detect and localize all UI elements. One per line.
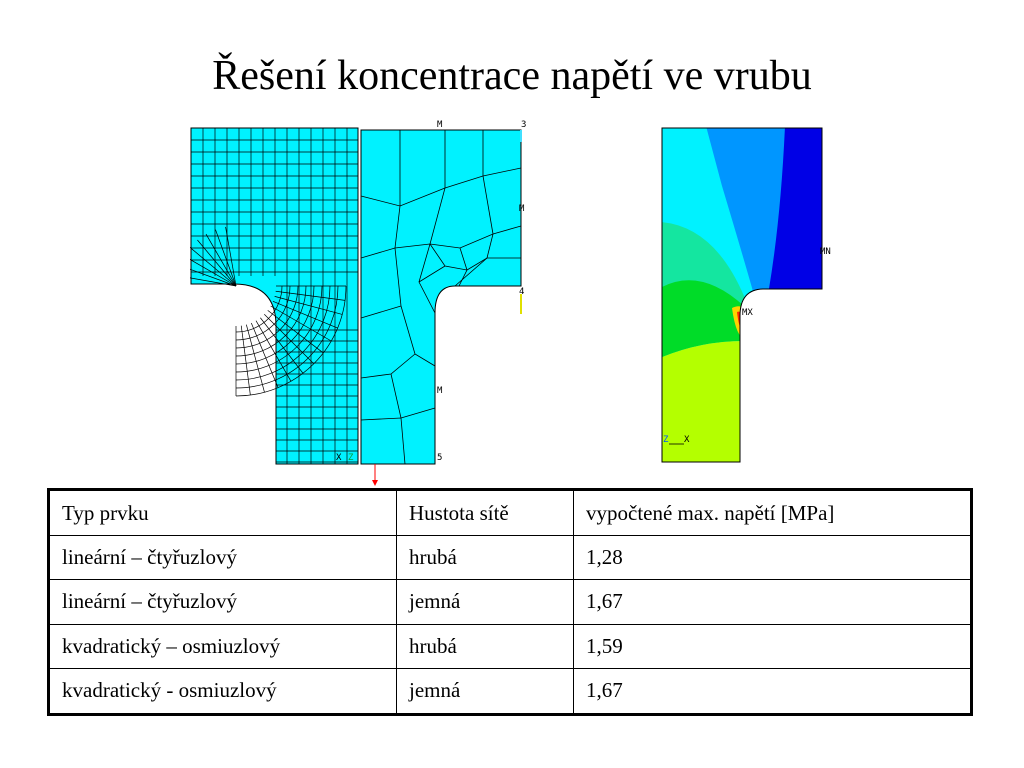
cell-max-stress: 1,67 (574, 668, 972, 714)
table-row (49, 624, 972, 668)
cell-element-type: kvadratický - osmiuzlový (49, 668, 397, 714)
fine-mesh-body (191, 128, 358, 464)
cell-element-type: lineární – čtyřuzlový (49, 536, 397, 580)
fine-mesh-axis-x-label: X (336, 453, 342, 463)
header-element-type: Typ prvku (49, 490, 397, 536)
slide-title: Řešení koncentrace napětí ve vrubu (212, 53, 812, 99)
coarse-mesh-figure (355, 118, 535, 490)
table-row (49, 536, 972, 580)
contour-min-label: MN (820, 247, 831, 257)
cell-max-stress: 1,59 (574, 624, 972, 668)
cell-max-stress: 1,28 (574, 536, 972, 580)
cell-element-type: kvadratický – osmiuzlový (49, 624, 397, 668)
contour-max-label: MX (742, 308, 753, 318)
table-row (49, 668, 972, 714)
contour-bands (660, 126, 840, 466)
results-table (47, 488, 973, 716)
node-label-3: 3 (521, 120, 527, 130)
contour-axis-z-label: Z (663, 435, 669, 445)
fine-mesh-axis-z-label: Z (348, 453, 354, 463)
node-label-top: M (437, 120, 443, 130)
fine-mesh-figure (190, 126, 362, 466)
table-header-row (49, 490, 972, 536)
header-max-stress: vypočtené max. napětí [MPa] (574, 490, 972, 536)
cell-mesh-density: hrubá (397, 624, 574, 668)
node-label-4: 4 (519, 287, 525, 297)
table-row (49, 580, 972, 624)
cell-element-type: lineární – čtyřuzlový (49, 580, 397, 624)
cell-mesh-density: jemná (397, 580, 574, 624)
contour-axis-x-label: X (684, 435, 690, 445)
node-label-5: 5 (437, 453, 443, 463)
stress-contour-figure (660, 126, 840, 466)
cell-max-stress: 1,67 (574, 580, 972, 624)
cell-mesh-density: jemná (397, 668, 574, 714)
coarse-mesh-body (361, 130, 521, 464)
node-label-right-mid: M (519, 204, 525, 214)
node-label-lower: M (437, 386, 443, 396)
header-mesh-density: Hustota sítě (397, 490, 574, 536)
cell-mesh-density: hrubá (397, 536, 574, 580)
